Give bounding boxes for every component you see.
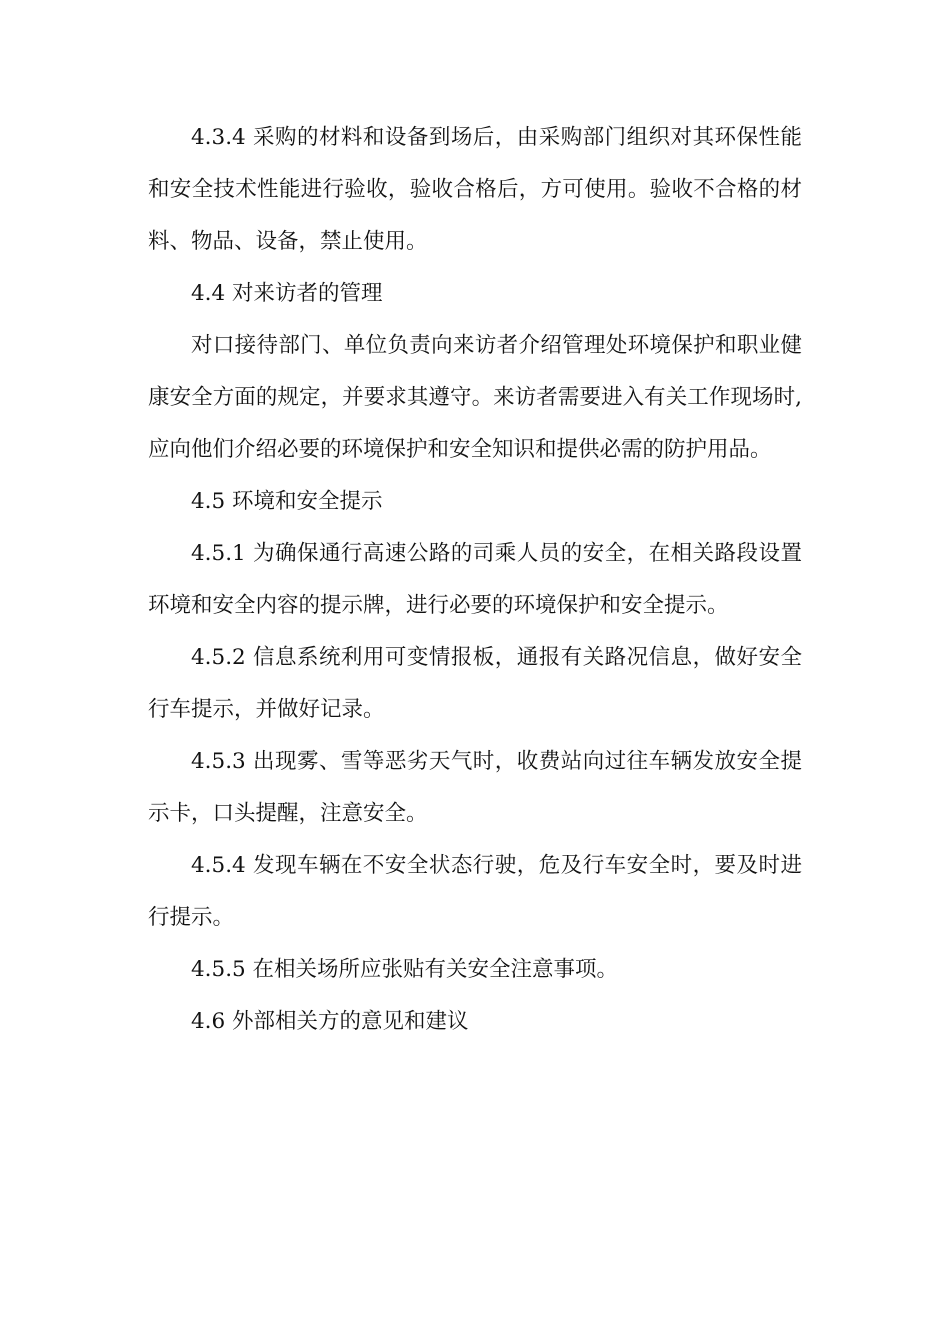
heading-4-4: 4.4 对来访者的管理 xyxy=(191,281,383,306)
document-body xyxy=(148,112,802,1048)
paragraph-4-5-4: 4.5.4 发现车辆在不安全状态行驶，危及行车安全时，要及时进行提示。 xyxy=(148,853,802,930)
paragraph-4-5-5: 4.5.5 在相关场所应张贴有关安全注意事项。 xyxy=(191,957,619,982)
paragraph-4-5-1: 4.5.1 为确保通行高速公路的司乘人员的安全，在相关路段设置环境和安全内容的提示牌，进行必要的环境保护和安全提示。 xyxy=(148,541,802,618)
paragraph-4-3-4: 4.3.4 采购的材料和设备到场后，由采购部门组织对其环保性能和安全技术性能进行验收，验收合格后，方可使用。验收不合格的材料、物品、设备，禁止使用。 xyxy=(148,125,802,254)
paragraph-visitor-management: 对口接待部门、单位负责向来访者介绍管理处环境保护和职业健康安全方面的规定，并要求其遵守。来访者需要进入有关工作现场时,应向他们介绍必要的环境保护和安全知识和提供必需的防护用品。 xyxy=(148,333,802,462)
paragraph-4-5-3: 4.5.3 出现雾、雪等恶劣天气时，收费站向过往车辆发放安全提示卡，口头提醒，注意安全。 xyxy=(148,749,802,826)
paragraph-4-5-2: 4.5.2 信息系统利用可变情报板，通报有关路况信息，做好安全行车提示，并做好记录。 xyxy=(148,645,802,722)
heading-4-6: 4.6 外部相关方的意见和建议 xyxy=(191,1009,469,1034)
heading-4-5: 4.5 环境和安全提示 xyxy=(191,489,383,514)
